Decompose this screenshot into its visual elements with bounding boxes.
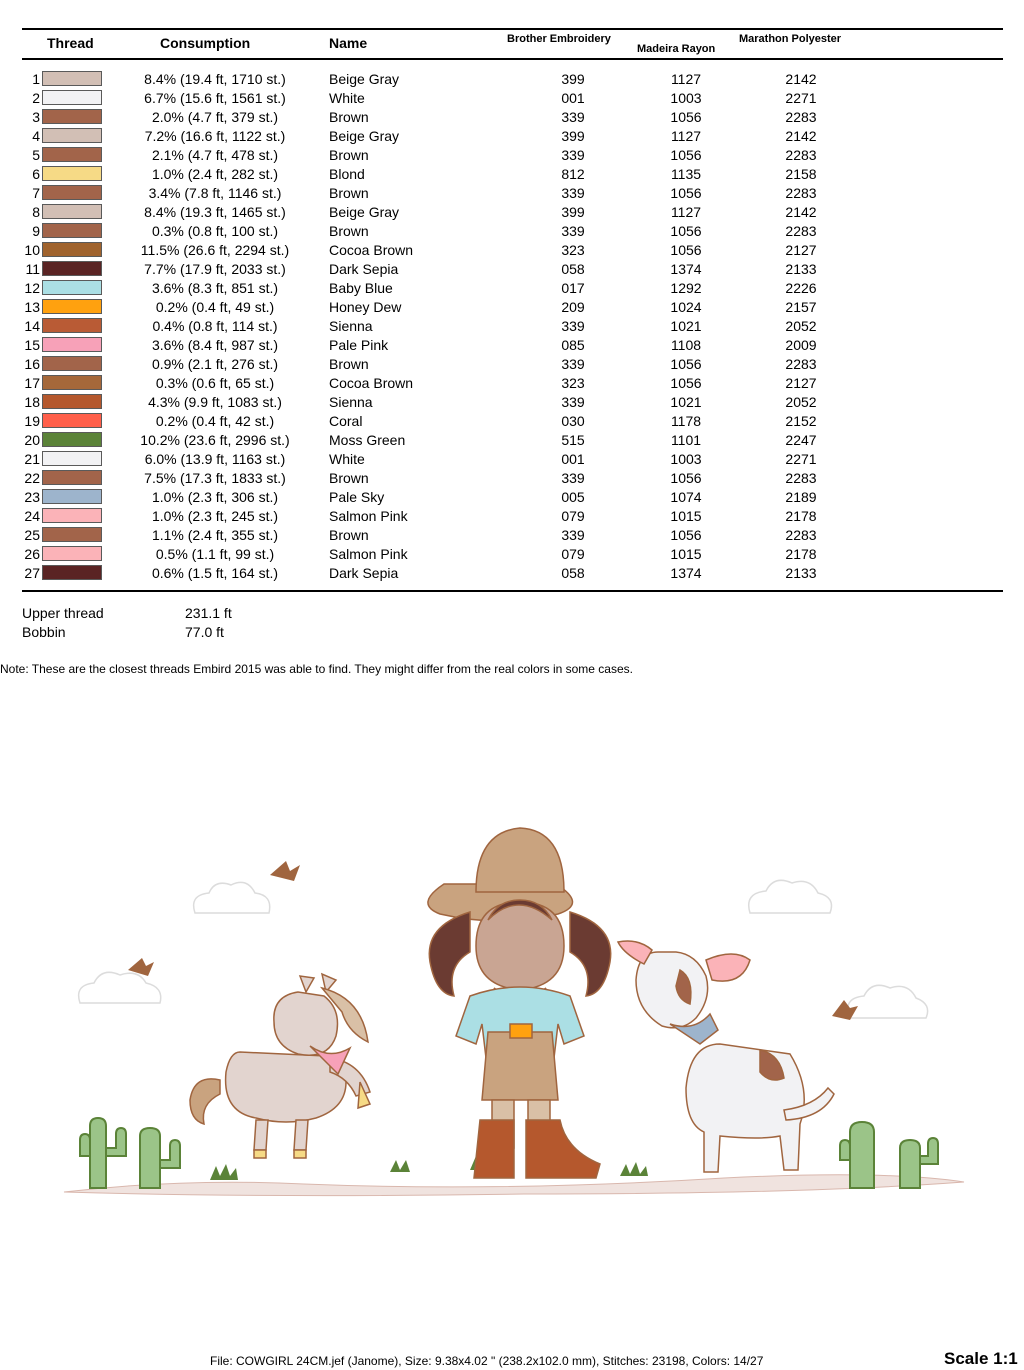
color-swatch	[42, 527, 102, 542]
table-row	[0, 241, 1024, 260]
madeira-code-cell: 1127	[670, 128, 702, 144]
bobbin-label: Bobbin	[22, 624, 66, 640]
consumption-cell: 0.2% (0.4 ft, 49 st.)	[155, 299, 275, 315]
madeira-code-cell: 1056	[670, 109, 702, 125]
thread-number: 21	[24, 451, 40, 467]
thread-name-cell: Sienna	[329, 394, 373, 410]
color-swatch	[42, 470, 102, 485]
column-header-brother: Brother Embroidery	[507, 33, 611, 45]
brother-code-cell: 058	[561, 261, 585, 277]
marathon-code-cell: 2052	[785, 394, 817, 410]
madeira-code-cell: 1056	[670, 147, 702, 163]
thread-number: 22	[24, 470, 40, 486]
color-swatch	[42, 565, 102, 580]
color-swatch	[42, 318, 102, 333]
thread-name-cell: Cocoa Brown	[329, 242, 414, 258]
thread-number: 20	[24, 432, 40, 448]
table-row	[0, 450, 1024, 469]
color-swatch	[42, 508, 102, 523]
consumption-cell: 0.4% (0.8 ft, 114 st.)	[152, 318, 278, 334]
madeira-code-cell: 1003	[670, 90, 702, 106]
marathon-code-cell: 2271	[785, 90, 817, 106]
table-bottom-rule	[22, 590, 1003, 592]
thread-name-cell: Brown	[329, 109, 369, 125]
marathon-code-cell: 2142	[785, 128, 817, 144]
thread-name-cell: Dark Sepia	[329, 261, 399, 277]
brother-code-cell: 339	[561, 356, 585, 372]
color-swatch	[42, 223, 102, 238]
thread-number: 7	[32, 185, 40, 201]
thread-number: 4	[32, 128, 40, 144]
consumption-cell: 7.7% (17.9 ft, 2033 st.)	[144, 261, 286, 277]
header-top-rule	[22, 28, 1003, 30]
table-row	[0, 222, 1024, 241]
madeira-code-cell: 1178	[670, 413, 702, 429]
marathon-code-cell: 2226	[785, 280, 817, 296]
madeira-code-cell: 1108	[670, 337, 702, 353]
marathon-code-cell: 2247	[785, 432, 817, 448]
brother-code-cell: 323	[561, 242, 585, 258]
brother-code-cell: 085	[561, 337, 585, 353]
color-swatch	[42, 489, 102, 504]
thread-name-cell: White	[329, 451, 365, 467]
thread-number: 3	[32, 109, 40, 125]
thread-number: 6	[32, 166, 40, 182]
table-row	[0, 279, 1024, 298]
brother-code-cell: 399	[561, 71, 585, 87]
thread-number: 15	[24, 337, 40, 353]
thread-name-cell: Beige Gray	[329, 204, 400, 220]
consumption-cell: 0.3% (0.8 ft, 100 st.)	[151, 223, 279, 239]
table-row	[0, 545, 1024, 564]
thread-name-cell: Beige Gray	[329, 71, 400, 87]
madeira-code-cell: 1056	[670, 356, 702, 372]
marathon-code-cell: 2142	[785, 71, 817, 87]
thread-number: 10	[24, 242, 40, 258]
marathon-code-cell: 2009	[785, 337, 817, 353]
thread-number: 24	[24, 508, 40, 524]
madeira-code-cell: 1292	[670, 280, 702, 296]
file-info-footer: File: COWGIRL 24CM.jef (Janome), Size: 9.38x4.02 " (238.2x102.0 mm), Stitches: 23198, Colors: 14/27	[210, 1354, 764, 1368]
calf	[618, 941, 834, 1172]
thread-number: 14	[24, 318, 40, 334]
table-row	[0, 108, 1024, 127]
thread-number: 2	[32, 90, 40, 106]
thread-number: 27	[24, 565, 40, 581]
thread-note: Note: These are the closest threads Embird 2015 was able to find. They might differ from the real colors in some cases.	[0, 662, 633, 676]
consumption-cell: 6.7% (15.6 ft, 1561 st.)	[144, 90, 286, 106]
table-row	[0, 127, 1024, 146]
upper-thread-value: 231.1 ft	[185, 605, 232, 621]
thread-name-cell: Sienna	[329, 318, 373, 334]
thread-name-cell: Honey Dew	[329, 299, 402, 315]
table-row	[0, 317, 1024, 336]
table-row	[0, 412, 1024, 431]
brother-code-cell: 001	[561, 451, 585, 467]
pony	[190, 974, 370, 1158]
table-row	[0, 488, 1024, 507]
brother-code-cell: 058	[561, 565, 585, 581]
marathon-code-cell: 2133	[785, 565, 817, 581]
madeira-code-cell: 1374	[670, 261, 702, 277]
thread-name-cell: Pale Sky	[329, 489, 385, 505]
embroidery-preview	[60, 820, 970, 1210]
madeira-code-cell: 1015	[670, 508, 702, 524]
upper-thread-label: Upper thread	[22, 605, 104, 621]
brother-code-cell: 079	[561, 546, 585, 562]
madeira-code-cell: 1003	[670, 451, 702, 467]
marathon-code-cell: 2142	[785, 204, 817, 220]
thread-number: 8	[32, 204, 40, 220]
brother-code-cell: 339	[561, 394, 585, 410]
marathon-code-cell: 2283	[785, 185, 817, 201]
consumption-cell: 0.9% (2.1 ft, 276 st.)	[151, 356, 279, 372]
marathon-code-cell: 2283	[785, 147, 817, 163]
thread-name-cell: Baby Blue	[329, 280, 393, 296]
cloud-left-top	[194, 882, 270, 913]
cloud-right-bottom	[848, 985, 928, 1018]
marathon-code-cell: 2283	[785, 527, 817, 543]
thread-number: 9	[32, 223, 40, 239]
color-swatch	[42, 337, 102, 352]
brother-code-cell: 399	[561, 128, 585, 144]
consumption-cell: 10.2% (23.6 ft, 2996 st.)	[140, 432, 290, 448]
table-row	[0, 374, 1024, 393]
color-swatch	[42, 413, 102, 428]
madeira-code-cell: 1024	[670, 299, 702, 315]
brother-code-cell: 030	[561, 413, 585, 429]
consumption-cell: 1.0% (2.4 ft, 282 st.)	[151, 166, 279, 182]
thread-number: 19	[24, 413, 40, 429]
cloud-right-top	[749, 880, 832, 913]
madeira-code-cell: 1056	[670, 470, 702, 486]
marathon-code-cell: 2283	[785, 470, 817, 486]
color-swatch	[42, 147, 102, 162]
header-bottom-rule	[22, 58, 1003, 60]
consumption-cell: 1.0% (2.3 ft, 306 st.)	[151, 489, 279, 505]
brother-code-cell: 001	[561, 90, 585, 106]
brother-code-cell: 339	[561, 470, 585, 486]
bobbin-value: 77.0 ft	[185, 624, 224, 640]
brother-code-cell: 515	[561, 432, 585, 448]
madeira-code-cell: 1056	[670, 527, 702, 543]
madeira-code-cell: 1127	[670, 71, 702, 87]
color-swatch	[42, 432, 102, 447]
cowgirl	[428, 828, 611, 1178]
bird-3	[832, 1000, 858, 1020]
consumption-cell: 8.4% (19.3 ft, 1465 st.)	[144, 204, 286, 220]
thread-name-cell: Brown	[329, 223, 369, 239]
marathon-code-cell: 2178	[785, 546, 817, 562]
table-row	[0, 184, 1024, 203]
consumption-cell: 0.6% (1.5 ft, 164 st.)	[151, 565, 279, 581]
color-swatch	[42, 299, 102, 314]
marathon-code-cell: 2178	[785, 508, 817, 524]
brother-code-cell: 209	[561, 299, 585, 315]
consumption-cell: 8.4% (19.4 ft, 1710 st.)	[144, 71, 286, 87]
consumption-cell: 3.6% (8.3 ft, 851 st.)	[151, 280, 279, 296]
brother-code-cell: 339	[561, 147, 585, 163]
marathon-code-cell: 2283	[785, 223, 817, 239]
brother-code-cell: 339	[561, 527, 585, 543]
brother-code-cell: 079	[561, 508, 585, 524]
thread-number: 1	[32, 71, 40, 87]
thread-name-cell: Brown	[329, 147, 369, 163]
thread-number: 26	[24, 546, 40, 562]
table-row	[0, 393, 1024, 412]
thread-name-cell: Cocoa Brown	[329, 375, 414, 391]
brother-code-cell: 005	[561, 489, 585, 505]
table-row	[0, 70, 1024, 89]
marathon-code-cell: 2127	[785, 242, 817, 258]
color-swatch	[42, 375, 102, 390]
column-header-name: Name	[329, 35, 368, 51]
thread-name-cell: Dark Sepia	[329, 565, 399, 581]
scale-label: Scale 1:1	[944, 1349, 1018, 1368]
color-swatch	[42, 71, 102, 86]
marathon-code-cell: 2271	[785, 451, 817, 467]
color-swatch	[42, 109, 102, 124]
consumption-cell: 7.2% (16.6 ft, 1122 st.)	[144, 128, 286, 144]
consumption-cell: 4.3% (9.9 ft, 1083 st.)	[148, 394, 282, 410]
madeira-code-cell: 1021	[670, 318, 702, 334]
color-swatch	[42, 204, 102, 219]
table-row	[0, 431, 1024, 450]
table-row	[0, 146, 1024, 165]
table-row	[0, 336, 1024, 355]
column-header-marathon: Marathon Polyester	[739, 33, 842, 45]
consumption-cell: 7.5% (17.3 ft, 1833 st.)	[144, 470, 286, 486]
thread-number: 5	[32, 147, 40, 163]
thread-name-cell: Salmon Pink	[329, 508, 408, 524]
color-swatch	[42, 242, 102, 257]
thread-number: 13	[24, 299, 40, 315]
thread-number: 18	[24, 394, 40, 410]
marathon-code-cell: 2189	[785, 489, 817, 505]
consumption-cell: 1.0% (2.3 ft, 245 st.)	[151, 508, 279, 524]
madeira-code-cell: 1015	[670, 546, 702, 562]
cloud-left-bottom	[79, 972, 161, 1003]
thread-name-cell: Brown	[329, 185, 369, 201]
madeira-code-cell: 1056	[670, 375, 702, 391]
marathon-code-cell: 2157	[785, 299, 817, 315]
thread-name-cell: Pale Pink	[329, 337, 389, 353]
table-row	[0, 507, 1024, 526]
color-swatch	[42, 261, 102, 276]
color-swatch	[42, 280, 102, 295]
color-swatch	[42, 546, 102, 561]
color-swatch	[42, 128, 102, 143]
marathon-code-cell: 2158	[785, 166, 817, 182]
thread-name-cell: Beige Gray	[329, 128, 400, 144]
table-row	[0, 89, 1024, 108]
table-row	[0, 165, 1024, 184]
thread-number: 12	[24, 280, 40, 296]
consumption-cell: 6.0% (13.9 ft, 1163 st.)	[144, 451, 286, 467]
brother-code-cell: 339	[561, 223, 585, 239]
brother-code-cell: 339	[561, 109, 585, 125]
madeira-code-cell: 1021	[670, 394, 702, 410]
color-swatch	[42, 166, 102, 181]
thread-name-cell: Brown	[329, 470, 369, 486]
color-swatch	[42, 394, 102, 409]
table-row	[0, 564, 1024, 583]
consumption-cell: 2.0% (4.7 ft, 379 st.)	[151, 109, 279, 125]
thread-name-cell: Coral	[329, 413, 363, 429]
consumption-cell: 3.6% (8.4 ft, 987 st.)	[151, 337, 279, 353]
madeira-code-cell: 1056	[670, 185, 702, 201]
table-row	[0, 526, 1024, 545]
consumption-cell: 2.1% (4.7 ft, 478 st.)	[151, 147, 279, 163]
thread-name-cell: Brown	[329, 527, 369, 543]
madeira-code-cell: 1074	[670, 489, 702, 505]
marathon-code-cell: 2152	[785, 413, 817, 429]
column-header-thread: Thread	[47, 35, 94, 51]
brother-code-cell: 399	[561, 204, 585, 220]
thread-name-cell: Blond	[329, 166, 365, 182]
consumption-cell: 0.2% (0.4 ft, 42 st.)	[155, 413, 275, 429]
consumption-cell: 3.4% (7.8 ft, 1146 st.)	[148, 185, 282, 201]
marathon-code-cell: 2052	[785, 318, 817, 334]
table-row	[0, 469, 1024, 488]
madeira-code-cell: 1135	[670, 166, 702, 182]
madeira-code-cell: 1374	[670, 565, 702, 581]
column-header-madeira: Madeira Rayon	[637, 43, 716, 55]
brother-code-cell: 339	[561, 185, 585, 201]
thread-number: 16	[24, 356, 40, 372]
brother-code-cell: 323	[561, 375, 585, 391]
table-row	[0, 203, 1024, 222]
consumption-cell: 1.1% (2.4 ft, 355 st.)	[151, 527, 279, 543]
consumption-cell: 0.5% (1.1 ft, 99 st.)	[155, 546, 275, 562]
madeira-code-cell: 1056	[670, 242, 702, 258]
color-swatch	[42, 185, 102, 200]
color-swatch	[42, 451, 102, 466]
column-header-consumption: Consumption	[160, 35, 251, 51]
marathon-code-cell: 2127	[785, 375, 817, 391]
madeira-code-cell: 1127	[670, 204, 702, 220]
consumption-cell: 0.3% (0.6 ft, 65 st.)	[155, 375, 275, 391]
thread-number: 17	[24, 375, 40, 391]
cactus-left	[80, 1118, 180, 1188]
thread-name-cell: Salmon Pink	[329, 546, 408, 562]
brother-code-cell: 339	[561, 318, 585, 334]
madeira-code-cell: 1101	[670, 432, 702, 448]
brother-code-cell: 812	[561, 166, 585, 182]
thread-number: 11	[25, 261, 40, 277]
brother-code-cell: 017	[561, 280, 585, 296]
table-row	[0, 260, 1024, 279]
madeira-code-cell: 1056	[670, 223, 702, 239]
thread-number: 25	[24, 527, 40, 543]
marathon-code-cell: 2283	[785, 109, 817, 125]
color-swatch	[42, 356, 102, 371]
thread-name-cell: Brown	[329, 356, 369, 372]
table-row	[0, 355, 1024, 374]
table-row	[0, 298, 1024, 317]
marathon-code-cell: 2283	[785, 356, 817, 372]
color-swatch	[42, 90, 102, 105]
thread-number: 23	[24, 489, 40, 505]
marathon-code-cell: 2133	[785, 261, 817, 277]
thread-name-cell: White	[329, 90, 365, 106]
bird-1	[270, 861, 300, 881]
thread-name-cell: Moss Green	[329, 432, 406, 448]
consumption-cell: 11.5% (26.6 ft, 2294 st.)	[140, 242, 290, 258]
